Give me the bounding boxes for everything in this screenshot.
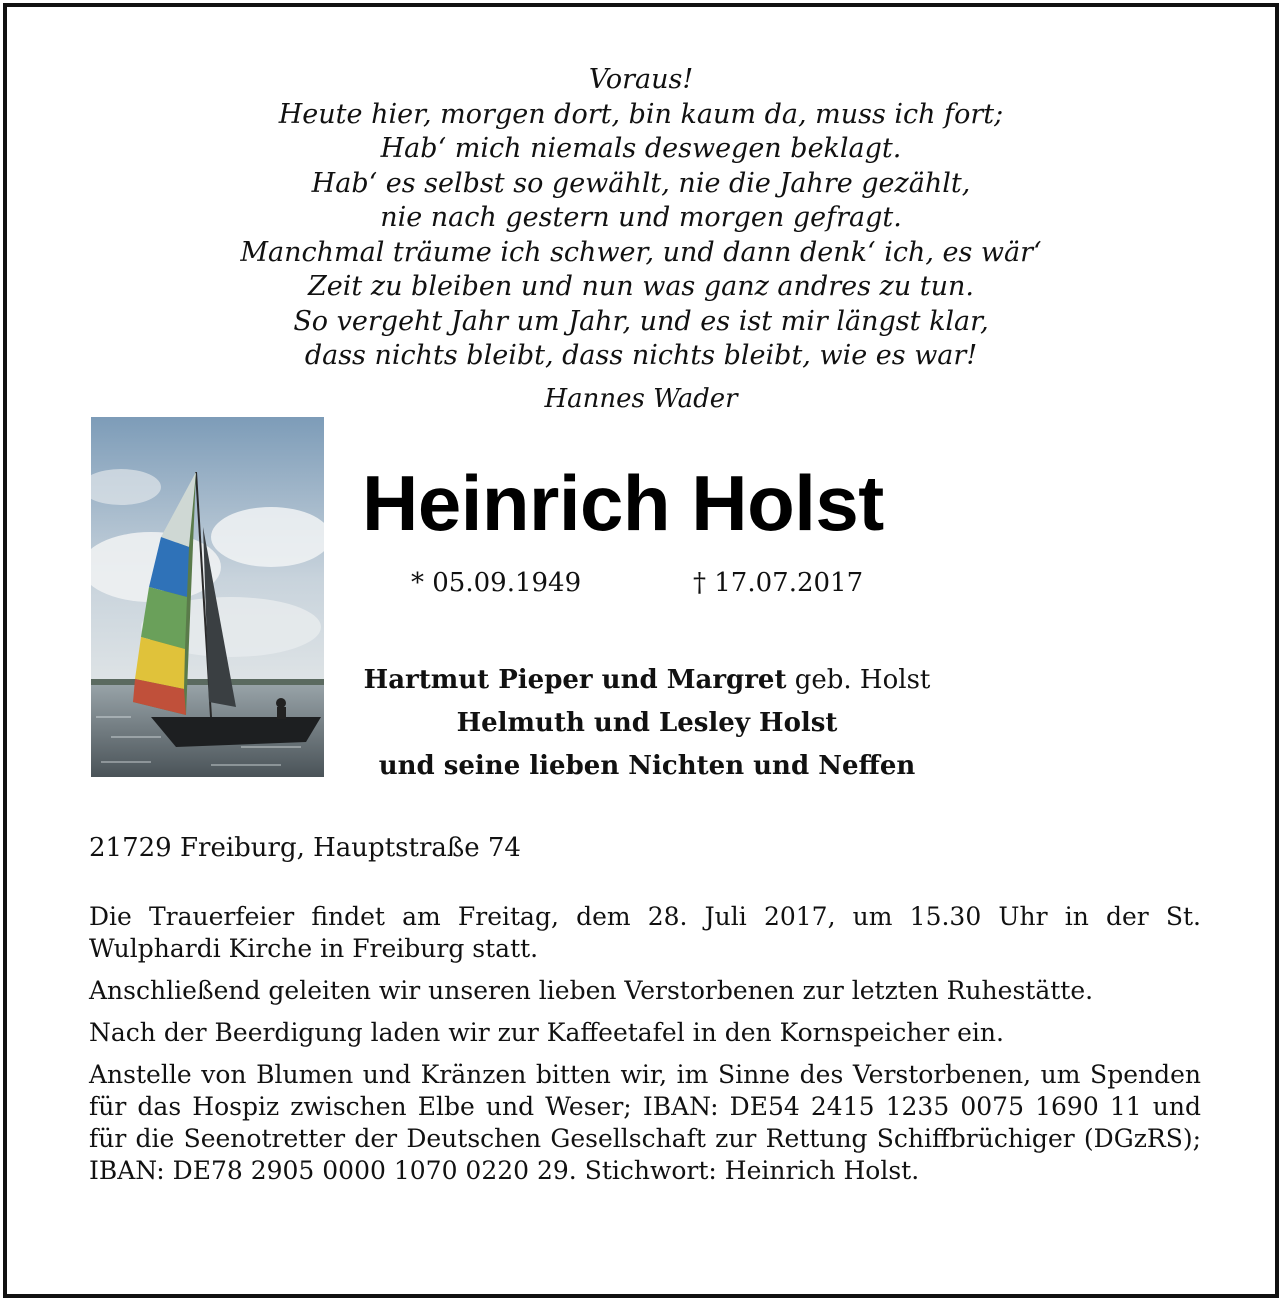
poem-line: So vergeht Jahr um Jahr, und es ist mir längst klar, [293,305,989,337]
mourner-line [342,659,952,702]
death-date: † 17.07.2017 [693,568,864,598]
paragraph: Die Trauerfeier findet am Freitag, dem 28. Juli 2017, um 15.30 Uhr in der St. Wulphardi Kirche in Freiburg statt. [89,902,1201,963]
poem-line: Voraus! [588,64,694,95]
paragraph: Nach der Beerdigung laden wir zur Kaffeetafel in den Kornspeicher ein. [89,1018,1004,1047]
poem-line: dass nichts bleibt, dass nichts bleibt, wie es war! [304,340,978,371]
address: 21729 Freiburg, Hauptstraße 74 [89,833,521,863]
sailboat-photo [91,417,324,777]
poem-line: Hab‘ es selbst so gewählt, nie die Jahre gezählt, [311,167,971,199]
details-text [89,901,1201,1197]
poem-line: Hab‘ mich niemals deswegen beklagt. [380,133,902,164]
birth-date: * 05.09.1949 [411,568,582,598]
mourner-birthname: geb. Holst [786,665,931,695]
mourner-names: Hartmut Pieper und Margret [363,665,787,695]
paragraph: Anstelle von Blumen und Kränzen bitten wir, im Sinne des Verstorbenen, um Spenden für das Hospiz zwischen Elbe und Weser; IBAN: DE54 2415 1235 0075 1690 11 und für die Seenotretter der Deutschen Gesellschaft zur Rettung Schiffbrüchiger (DGzRS); IBAN: DE78 2905 0000 1070 0220 29. Stichwort: Heinrich Holst. [89,1060,1201,1185]
poem [7,63,1275,374]
poem-line: Heute hier, morgen dort, bin kaum da, muss ich fort; [278,98,1004,130]
poem-line: Zeit zu bleiben und nun was ganz andres zu tun. [308,271,974,302]
obituary-frame [3,3,1279,1298]
mourner-line: und seine lieben Nichten und Neffen [378,751,916,781]
mourners-block [342,659,952,788]
mourner-line: Helmuth und Lesley Holst [456,708,838,738]
poem-line: nie nach gestern und morgen gefragt. [380,202,902,233]
poem-author: Hannes Wader [544,384,738,414]
deceased-name: Heinrich Holst [362,459,884,547]
poem-line: Manchmal träume ich schwer, und dann denk‘ ich, es wär‘ [240,236,1042,268]
paragraph: Anschließend geleiten wir unseren lieben Verstorbenen zur letzten Ruhestätte. [89,976,1094,1005]
